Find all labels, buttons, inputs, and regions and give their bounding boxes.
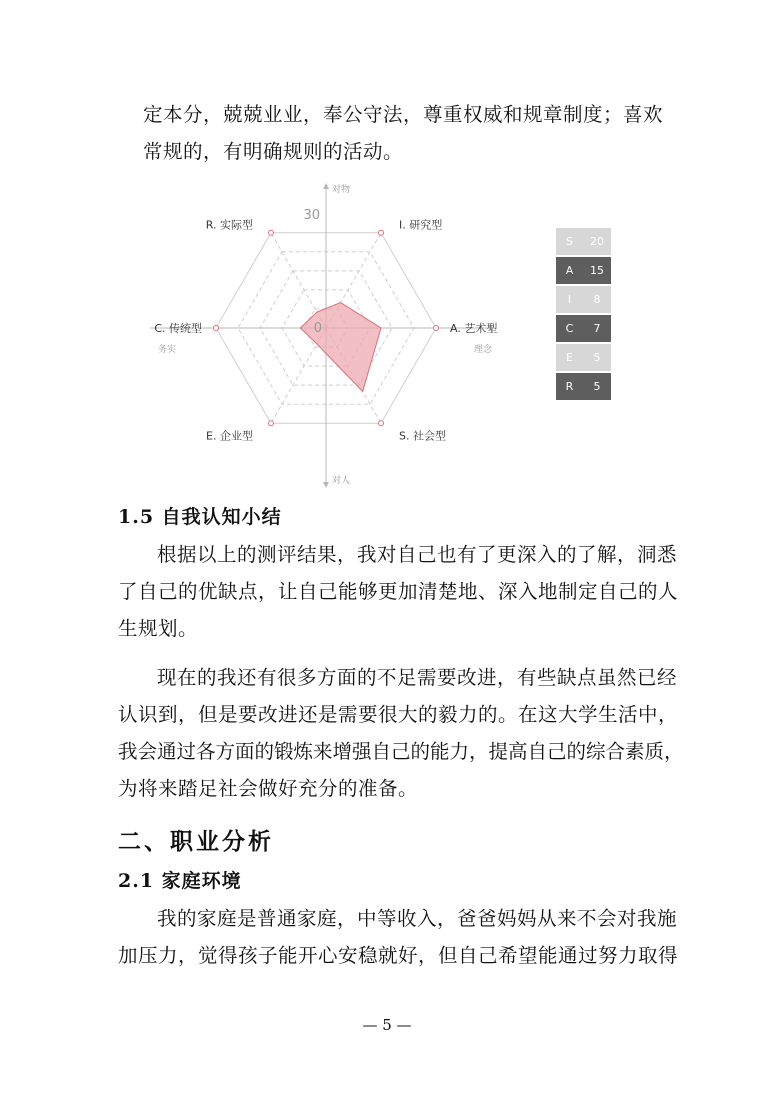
text-line: 现在的我还有很多方面的不足需要改进，有些缺点虽然已经	[157, 666, 678, 689]
text-line: 常规的，有明确规则的活动。	[143, 140, 404, 163]
section-heading: 2.1 家庭环境	[118, 870, 242, 892]
score-type-label: E	[566, 351, 573, 364]
score-row	[556, 315, 611, 342]
axis-label-right: 理念	[473, 345, 492, 355]
category-label: A. 艺术型	[450, 322, 498, 335]
vertex-marker	[269, 421, 274, 426]
vertex-marker	[269, 230, 274, 235]
score-row	[556, 373, 611, 400]
score-type-label: R	[565, 380, 574, 393]
score-type-label: C	[565, 322, 574, 335]
text-line: 了自己的优缺点，让自己能够更加清楚地、深入地制定自己的人	[118, 580, 679, 603]
holland-radar-chart	[140, 180, 520, 490]
text-line: 为将来踏足社会做好充分的准备。	[118, 777, 419, 800]
text-line: 定本分，兢兢业业，奉公守法，尊重权威和规章制度；喜欢	[143, 103, 664, 126]
vertex-marker	[379, 230, 384, 235]
axis-label-bottom: 对人	[332, 476, 351, 486]
tick-label-max: 30	[303, 208, 320, 223]
score-value: 7	[593, 322, 601, 335]
score-row	[556, 228, 611, 255]
chapter-heading: 二、职业分析	[118, 828, 274, 855]
text-line: 认识到，但是要改进还是需要很大的毅力的。在这大学生活中，	[118, 703, 679, 726]
category-label: E. 企业型	[206, 429, 253, 443]
text-line: 生规划。	[118, 617, 199, 640]
category-label: C. 传统型	[154, 322, 202, 335]
score-row	[556, 344, 611, 371]
category-label: S. 社会型	[399, 429, 446, 443]
score-value: 5	[593, 380, 601, 393]
family-paragraph	[118, 900, 679, 974]
score-type-label: S	[566, 235, 573, 248]
section-heading: 1.5 自我认知小结	[118, 506, 282, 528]
score-row	[556, 286, 611, 313]
score-value: 20	[590, 235, 604, 248]
score-polygon	[300, 303, 381, 392]
tick-label-min: 0	[313, 321, 322, 336]
score-type-label: A	[565, 264, 574, 277]
axis-label-top: 对物	[332, 185, 351, 195]
summary-paragraph-1	[118, 536, 679, 647]
text-line: 我的家庭是普通家庭，中等收入，爸爸妈妈从来不会对我施	[157, 907, 678, 930]
vertex-marker	[214, 326, 219, 331]
score-value: 15	[590, 264, 604, 277]
category-label: I. 研究型	[399, 218, 443, 232]
score-value: 5	[593, 351, 601, 364]
score-value: 8	[593, 293, 601, 306]
axis-label-left: 务实	[158, 345, 177, 355]
summary-paragraph-2	[118, 659, 684, 807]
text-line: 根据以上的测评结果，我对自己也有了更深入的了解，洞悉	[157, 543, 678, 566]
text-line: 加压力，觉得孩子能开心安稳就好，但自己希望能通过努力取得	[118, 944, 679, 967]
page-number: — 5 —	[362, 1016, 412, 1034]
score-type-label: I	[567, 293, 572, 306]
category-label: R. 实际型	[205, 218, 253, 232]
score-ranking-table	[556, 228, 611, 402]
vertex-marker	[434, 326, 439, 331]
score-row	[556, 257, 611, 284]
vertex-marker	[379, 421, 384, 426]
text-line: 我会通过各方面的锻炼来增强自己的能力，提高自己的综合素质，	[118, 740, 684, 763]
intro-paragraph	[118, 96, 663, 170]
